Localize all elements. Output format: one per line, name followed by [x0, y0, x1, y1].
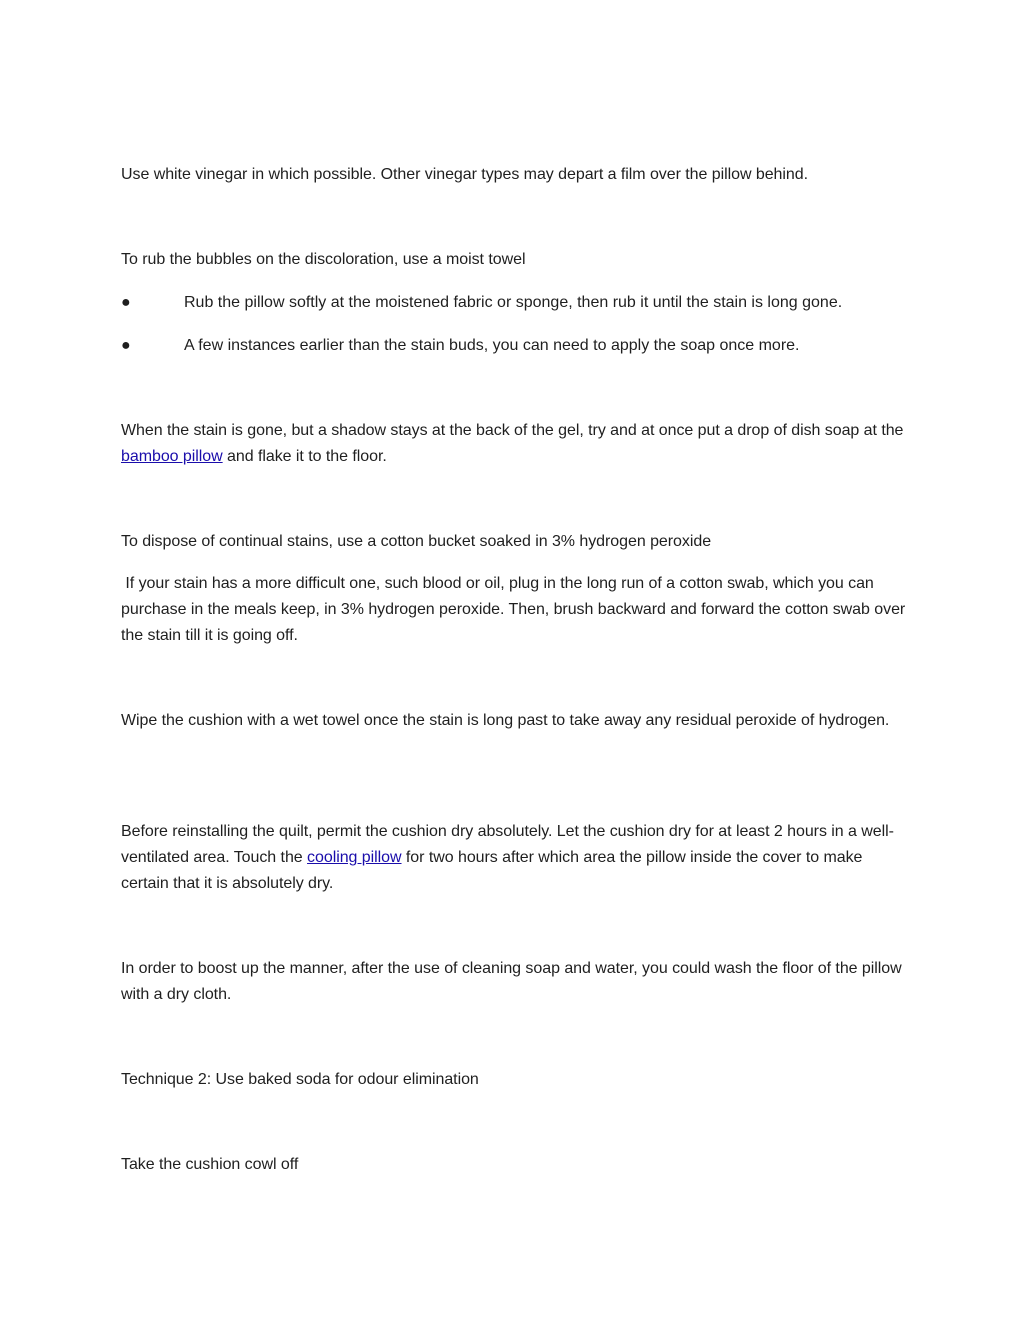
bullet-text: A few instances earlier than the stain buds, you can need to apply the soap once more. [184, 337, 800, 354]
paragraph-wipe-cushion: Wipe the cushion with a wet towel once the stain is long past to take away any residual peroxide of hydrogen. [121, 712, 890, 729]
paragraph-text: and flake it to the floor. [222, 448, 387, 465]
paragraph-text: for two hours after which area the pillow inside the cover to make certain that it is absolutely dry. [121, 849, 863, 892]
cooling-pillow-link[interactable]: cooling pillow [307, 849, 402, 866]
paragraph-continual-stains: To dispose of continual stains, use a cotton bucket soaked in 3% hydrogen peroxide [121, 533, 712, 550]
paragraph-boost-manner: In order to boost up the manner, after the use of cleaning soap and water, you could wash the floor of the pillow with a dry cloth. [121, 960, 902, 1003]
paragraph-stain-gone [121, 418, 906, 470]
bullet-icon: ● [121, 337, 131, 354]
paragraph-text: Before reinstalling the quilt, permit the cushion dry absolutely. Let the cushion dry for at least 2 hours in a well-ventilated area. Touch the [121, 823, 894, 866]
paragraph-difficult-stain: If your stain has a more difficult one, such blood or oil, plug in the long run of a cotton swab, which you can purchase in the meals keep, in 3% hydrogen peroxide. Then, brush backward and forward the cotton swab over the stain till it is going off. [121, 575, 910, 644]
paragraph-white-vinegar: Use white vinegar in which possible. Other vinegar types may depart a film over the pillow behind. [121, 166, 808, 183]
bullet-text: Rub the pillow softly at the moistened fabric or sponge, then rub it until the stain is long gone. [184, 294, 843, 311]
paragraph-reinstalling-quilt [121, 819, 906, 897]
bullet-item-apply-soap [121, 333, 906, 359]
heading-technique-2: Technique 2: Use baked soda for odour elimination [121, 1071, 479, 1088]
bullet-item-rub-pillow [121, 290, 906, 316]
bamboo-pillow-link[interactable]: bamboo pillow [121, 448, 223, 465]
paragraph-cushion-cowl: Take the cushion cowl off [121, 1156, 299, 1173]
paragraph-text: When the stain is gone, but a shadow stays at the back of the gel, try and at once put a drop of dish soap at the [121, 422, 904, 439]
paragraph-rub-bubbles: To rub the bubbles on the discoloration, use a moist towel [121, 251, 526, 268]
bullet-icon: ● [121, 294, 131, 311]
